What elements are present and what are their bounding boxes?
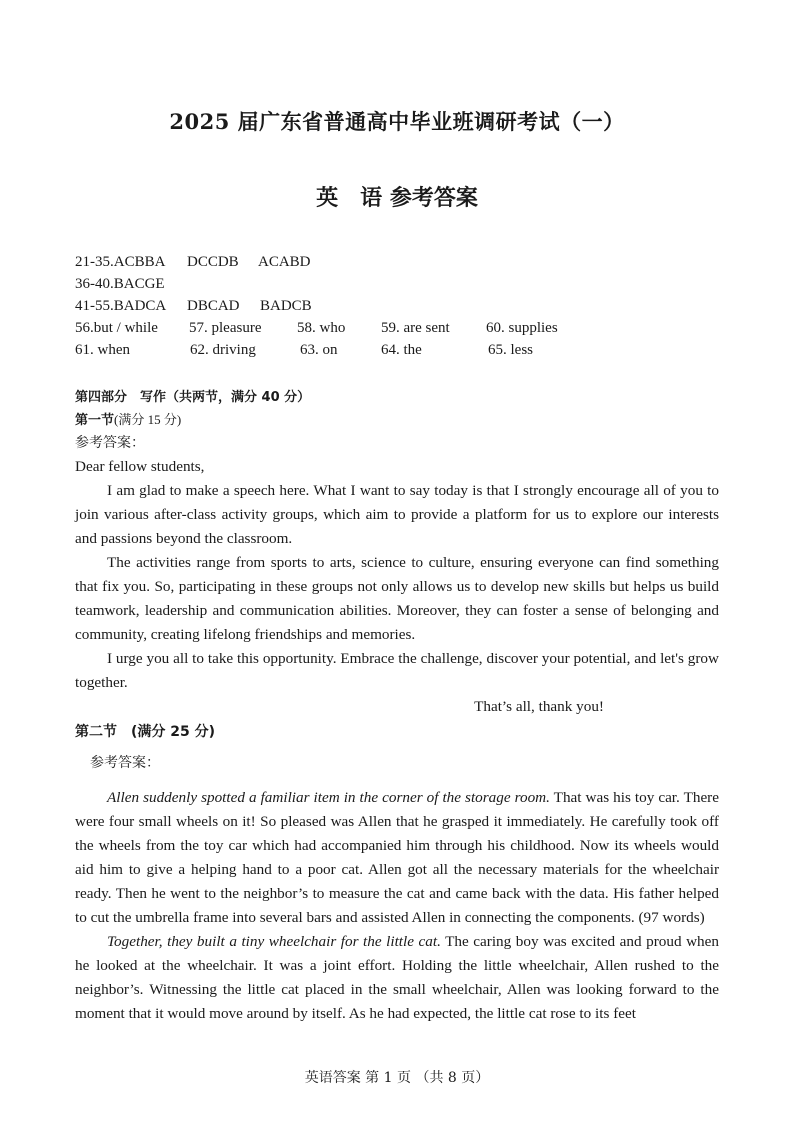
answer-group: 36-40.BACGE	[75, 276, 165, 292]
answer-group: DCCDB	[187, 254, 239, 270]
fill-answer: 59. are sent	[381, 320, 450, 336]
fill-answer: 56.but / while	[75, 320, 158, 336]
model-continuation	[75, 786, 719, 1026]
answer-group: 21-35.ACBBA	[75, 254, 166, 270]
section-score: (满分 15 分)	[114, 412, 182, 427]
answer-group: 41-55.BADCA	[75, 298, 167, 314]
letter-paragraph: I am glad to make a speech here. What I want to say today is that I strongly encourage all of you to join various after-class activity groups, which aim to provide a platform for us to explore our interests and passions beyond the classroom.	[75, 482, 719, 547]
reference-answer-label: 参考答案：	[90, 755, 160, 771]
story-text: That was his toy car. There were four small wheels on it! So pleased was Allen that he grasped it immediately. He carefully took off the wheels from the toy car which had accompanied him through his childhood. Now its wheels would aid him to give a helping hand to a poor cat. Allen got all the necessary materials for the wheelchair ready. Then he went to the neighbor’s to measure the cat and came back with the data. His father helped to cut the umbrella frame into several bars and assisted Allen in connecting the components. (97 words)	[75, 789, 719, 926]
fill-answer: 63. on	[300, 342, 338, 358]
part-heading: 第四部分 写作（共两节，满分 40 分）	[75, 390, 311, 405]
fill-answer: 65. less	[488, 342, 533, 358]
answer-group: ACABD	[258, 254, 311, 270]
letter-salutation: Dear fellow students,	[75, 458, 205, 475]
story-paragraph	[75, 786, 719, 930]
fill-answer: 60. supplies	[486, 320, 558, 336]
fill-answer: 58. who	[297, 320, 346, 336]
page-footer: 英语答案 第 1 页 （共 8 页）	[304, 1070, 490, 1086]
fill-answer: 62. driving	[190, 342, 256, 358]
letter-paragraph: I urge you all to take this opportunity. Embrace the challenge, discover your potential, and let's grow together.	[75, 650, 719, 691]
fill-answer: 57. pleasure	[189, 320, 262, 336]
page-title: 2025 届广东省普通高中毕业班调研考试（一）	[169, 109, 625, 134]
reference-answer-label: 参考答案：	[75, 435, 145, 451]
letter-paragraph: The activities range from sports to arts, science to culture, ensuring everyone can find something that fix you. So, participating in these groups not only allows us to develop new skills but helps us build teamwork, leadership and communication abilities. Moreover, they can foster a sense of belonging and community, creating lifelong friendships and memories.	[75, 554, 719, 643]
answer-group: DBCAD	[187, 298, 240, 314]
section-heading: 第二节 (满分 25 分)	[75, 724, 216, 740]
story-lead-sentence: Allen suddenly spotted a familiar item in the corner of the storage room.	[107, 789, 550, 806]
story-lead-sentence: Together, they built a tiny wheelchair for the little cat.	[107, 933, 441, 950]
section-heading	[75, 409, 181, 428]
fill-answer: 64. the	[381, 342, 422, 358]
answer-group: BADCB	[260, 298, 312, 314]
story-text: The caring boy was excited and proud when he looked at the wheelchair. It was a joint effort. Holding the little wheelchair, Allen rushed to the neighbor’s. Witnessing the little cat placed in the small wheelchair, Allen was looking forward to the moment that it would move around by itself. As he had expected, the little cat rose to its feet	[75, 933, 719, 1022]
model-letter	[75, 455, 719, 719]
story-paragraph	[75, 930, 719, 1026]
page-subtitle: 英 语 参考答案	[316, 185, 478, 211]
fill-answer: 61. when	[75, 342, 130, 358]
letter-closing: That’s all, thank you!	[474, 698, 604, 715]
section-title: 第一节	[75, 413, 115, 428]
